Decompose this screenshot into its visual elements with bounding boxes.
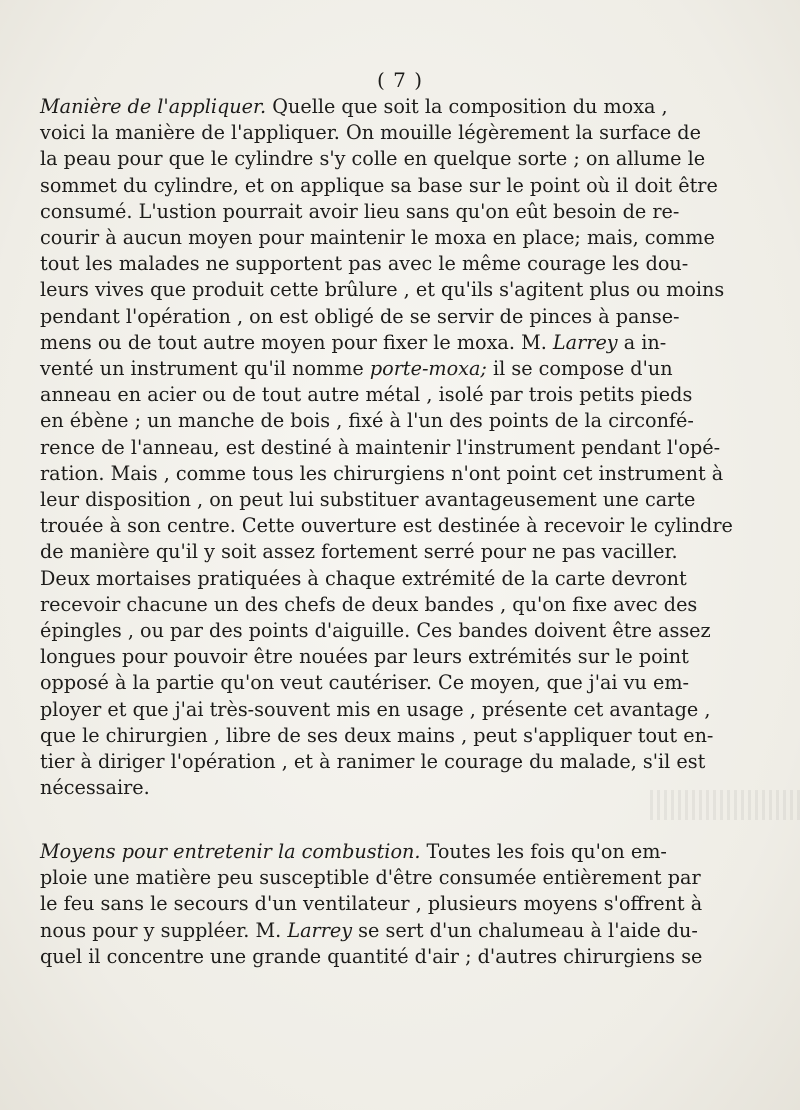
text-line bbox=[40, 173, 718, 199]
text-run: se sert d'un chalumeau à l'aide du- bbox=[352, 918, 698, 942]
text-run: la peau pour que le cylindre s'y colle en quelque sorte ; on allume le bbox=[40, 147, 706, 171]
text-line bbox=[40, 435, 721, 461]
text-line bbox=[40, 487, 696, 513]
text-run: Deux mortaises pratiquées à chaque extrémité de la carte devront bbox=[40, 566, 687, 590]
text-line bbox=[40, 918, 698, 944]
text-line bbox=[40, 225, 715, 251]
page-number: ( 7 ) bbox=[376, 68, 424, 92]
text-run: longues pour pouvoir être nouées par leurs extrémités sur le point bbox=[40, 645, 689, 669]
text-run: pendant l'opération , on est obligé de se servir de pinces à panse- bbox=[40, 304, 680, 328]
italic-text: Moyens pour entretenir la combustion. bbox=[40, 840, 421, 863]
text-line bbox=[40, 592, 698, 618]
text-run: que le chirurgien , libre de ses deux mains , peut s'appliquer tout en- bbox=[40, 723, 714, 747]
text-line bbox=[40, 356, 673, 382]
text-line bbox=[40, 775, 645, 801]
text-line bbox=[40, 839, 667, 865]
text-run: Toutes les fois qu'on em- bbox=[420, 840, 667, 863]
text-run: nécessaire. bbox=[40, 776, 150, 800]
text-line bbox=[40, 304, 680, 330]
bleed-through-shadow bbox=[650, 790, 800, 820]
text-line bbox=[40, 199, 680, 225]
text-run: sommet du cylindre, et on applique sa base sur le point où il doit être bbox=[40, 173, 718, 197]
text-run: ration. Mais , comme tous les chirurgiens n'ont point cet instrument à bbox=[40, 461, 724, 485]
text-line bbox=[40, 644, 689, 670]
text-line bbox=[40, 513, 733, 539]
text-run: nous pour y suppléer. M. bbox=[40, 918, 288, 942]
text-line bbox=[40, 697, 711, 723]
text-line bbox=[40, 94, 668, 120]
text-line bbox=[40, 944, 703, 970]
text-line bbox=[40, 330, 667, 356]
text-line bbox=[40, 461, 724, 487]
text-line bbox=[40, 146, 706, 172]
text-run: épingles , ou par des points d'aiguille. Ces bandes doivent être assez bbox=[40, 619, 711, 643]
text-line bbox=[40, 382, 693, 408]
text-run: leurs vives que produit cette brûlure , et qu'ils s'agitent plus ou moins bbox=[40, 278, 725, 302]
text-line bbox=[40, 723, 714, 749]
text-run: quel il concentre une grande quantité d'air ; d'autres chirurgiens se bbox=[40, 944, 703, 968]
text-run: Quelle que soit la composition du moxa , bbox=[266, 95, 668, 118]
text-run: rence de l'anneau, est destiné à maintenir l'instrument pendant l'opé- bbox=[40, 435, 721, 459]
text-line bbox=[40, 891, 703, 917]
text-run: anneau en acier ou de tout autre métal , isolé par trois petits pieds bbox=[40, 383, 693, 407]
text-line bbox=[40, 251, 689, 277]
text-run: recevoir chacune un des chefs de deux bandes , qu'on fixe avec des bbox=[40, 592, 698, 616]
text-run: en ébène ; un manche de bois , fixé à l'un des points de la circonfé- bbox=[40, 409, 694, 433]
text-run: opposé à la partie qu'on veut cautériser. Ce moyen, que j'ai vu em- bbox=[40, 671, 690, 695]
text-line bbox=[40, 539, 678, 565]
text-run: venté un instrument qu'il nomme bbox=[40, 357, 370, 381]
text-line bbox=[40, 618, 711, 644]
text-line bbox=[40, 670, 690, 696]
text-run: a in- bbox=[617, 330, 667, 354]
text-run: courir à aucun moyen pour maintenir le moxa en place; mais, comme bbox=[40, 226, 715, 250]
text-run: le feu sans le secours d'un ventilateur , plusieurs moyens s'offrent à bbox=[40, 892, 703, 916]
text-run: de manière qu'il y soit assez fortement serré pour ne pas vaciller. bbox=[40, 540, 678, 564]
text-run: ploie une matière peu susceptible d'être consumée entièrement par bbox=[40, 866, 701, 890]
text-run: il se compose d'un bbox=[486, 357, 673, 381]
text-line bbox=[40, 749, 706, 775]
text-line bbox=[40, 408, 694, 434]
text-line bbox=[40, 277, 725, 303]
italic-text: Manière de l'appliquer. bbox=[40, 95, 267, 118]
text-run: trouée à son centre. Cette ouverture est destinée à recevoir le cylindre bbox=[40, 514, 733, 538]
italic-text: Larrey bbox=[287, 918, 353, 942]
italic-text: Larrey bbox=[552, 330, 618, 354]
text-run: leur disposition , on peut lui substituer avantageusement une carte bbox=[40, 488, 696, 512]
italic-text: porte-moxa; bbox=[369, 357, 487, 381]
text-run: consumé. L'ustion pourrait avoir lieu sans qu'on eût besoin de re- bbox=[40, 199, 680, 223]
text-line bbox=[40, 120, 701, 146]
text-run: mens ou de tout autre moyen pour fixer le moxa. M. bbox=[40, 330, 553, 354]
text-run: tier à diriger l'opération , et à ranimer le courage du malade, s'il est bbox=[40, 750, 706, 774]
paragraph-combustion bbox=[40, 839, 703, 970]
text-run: ployer et que j'ai très-souvent mis en usage , présente cet avantage , bbox=[40, 697, 711, 721]
text-line bbox=[40, 566, 687, 592]
text-line bbox=[40, 865, 701, 891]
paragraph-application bbox=[40, 94, 733, 801]
text-run: voici la manière de l'appliquer. On mouille légèrement la surface de bbox=[40, 121, 701, 145]
text-run: tout les malades ne supportent pas avec le même courage les dou- bbox=[40, 252, 689, 276]
